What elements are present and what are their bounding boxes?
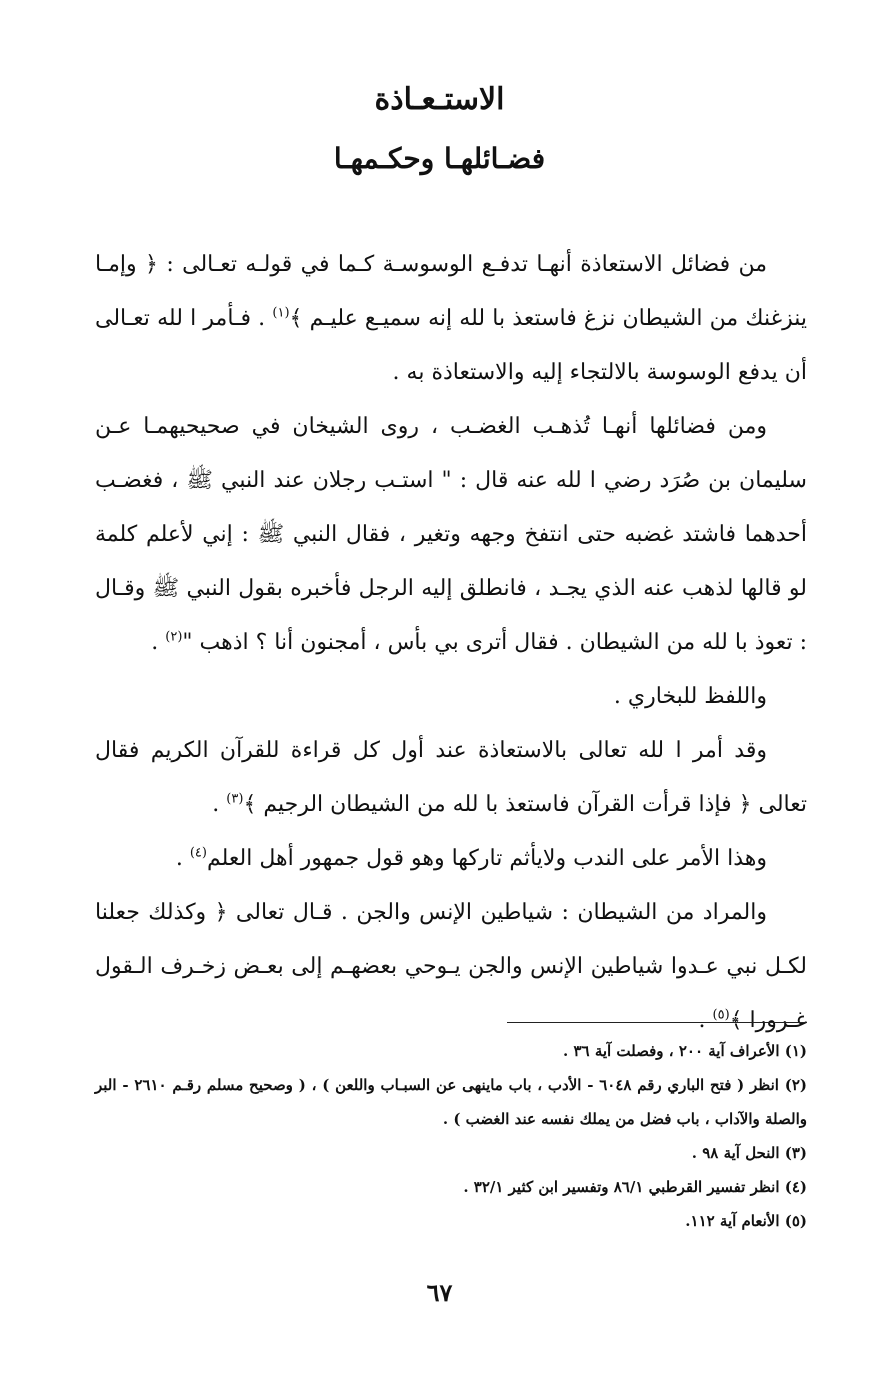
footnote-marker: (٤) [189, 845, 207, 861]
paragraph [95, 724, 807, 832]
paragraph [95, 400, 807, 670]
footnotes [95, 1034, 807, 1238]
page-number: ٦٧ [426, 1278, 453, 1307]
chapter-title: الاستـعـاذة [374, 82, 505, 117]
paragraph-tail: . [698, 1008, 713, 1033]
footnote: (٥) الأنعام آية ١١٢. [685, 1212, 807, 1230]
footnote: (٤) انظر تفسير القرطبي ٨٦/١ وتفسير ابن كثير ٣٢/١ . [463, 1178, 807, 1196]
paragraph [95, 832, 807, 886]
paragraph-text: من فضائل الاستعاذة أنهـا تدفـع الوسوسـة كـما في قولـه تعـالى : ﴿ وإمـا ينزغنك من الشيطان نزغ فاستعذ با لله إنه سميـع عليـم ﴾ [95, 252, 807, 331]
body-text [95, 238, 807, 1048]
footnote: (٢) انظر ( فتح الباري رقم ٦٠٤٨ - الأدب ، باب ماينهى عن السبـاب واللعن ) ، ( وصحيح مسلم رقـم ٢٦١٠ - البر والصلة والآداب ، باب فضل من يملك نفسه عند الغضب ) . [95, 1076, 807, 1128]
footnote: (٣) النحل آية ٩٨ . [691, 1144, 807, 1162]
paragraph-text: وقد أمر ا لله تعالى بالاستعاذة عند أول كل قراءة للقرآن الكريم فقال تعالى ﴿ فإذا قرأت القرآن فاستعذ با لله من الشيطان الرجيم ﴾ [95, 738, 807, 817]
footnote-divider [507, 1022, 807, 1023]
paragraph-text: ومن فضائلها أنهـا تُذهـب الغضـب ، روى الشيخان في صحيحيهمـا عـن سليمان بن صُرَد رضي ا لله عنه قال : " استـب رجلان عند النبي ﷺ ، فغضـب أحدهما فاشتد غضبه حتى انتفخ وجهه وتغير ، فقال النبي ﷺ : إني لأعلم كلمة لو قالها لذهب عنه الذي يجـد ، فانطلق إليه الرجل فأخبره بقول النبي ﷺ وقـال : تعوذ با لله من الشيطان . فقال أترى بي بأس ، أمجنون أنا ؟ اذهب " [95, 414, 807, 655]
footnote-marker: (٢) [165, 629, 183, 645]
footnote: (١) الأعراف آية ٢٠٠ ، وفصلت آية ٣٦ . [563, 1042, 807, 1060]
footnote-marker: (٣) [226, 791, 244, 807]
chapter-subtitle: فضـائلهـا وحكـمهـا [333, 142, 546, 175]
paragraph [95, 238, 807, 400]
paragraph-tail: . [151, 630, 166, 655]
paragraph-tail: . [175, 846, 190, 871]
paragraph-text: وهذا الأمر على الندب ولايأثم تاركها وهو قول جمهور أهل العلم [206, 846, 767, 871]
footnote-marker: (٥) [712, 1007, 730, 1023]
paragraph-text: واللفظ للبخاري . [613, 684, 767, 709]
paragraph [95, 886, 807, 1048]
paragraph-tail: . [212, 792, 227, 817]
paragraph-tail: . فـأمر ا لله تعـالى أن يدفع الوسوسة بالالتجاء إليه والاستعاذة به . [95, 306, 807, 385]
footnote-marker: (١) [272, 305, 290, 321]
paragraph [95, 670, 807, 724]
paragraph-text: والمراد من الشيطان : شياطين الإنس والجن . قـال تعالى ﴿ وكذلك جعلنا لكـل نبي عـدوا شياطين الإنس والجن يـوحي بعضهـم إلى بعـض زخـرف الـقول غـرورا ﴾ [95, 900, 807, 1033]
